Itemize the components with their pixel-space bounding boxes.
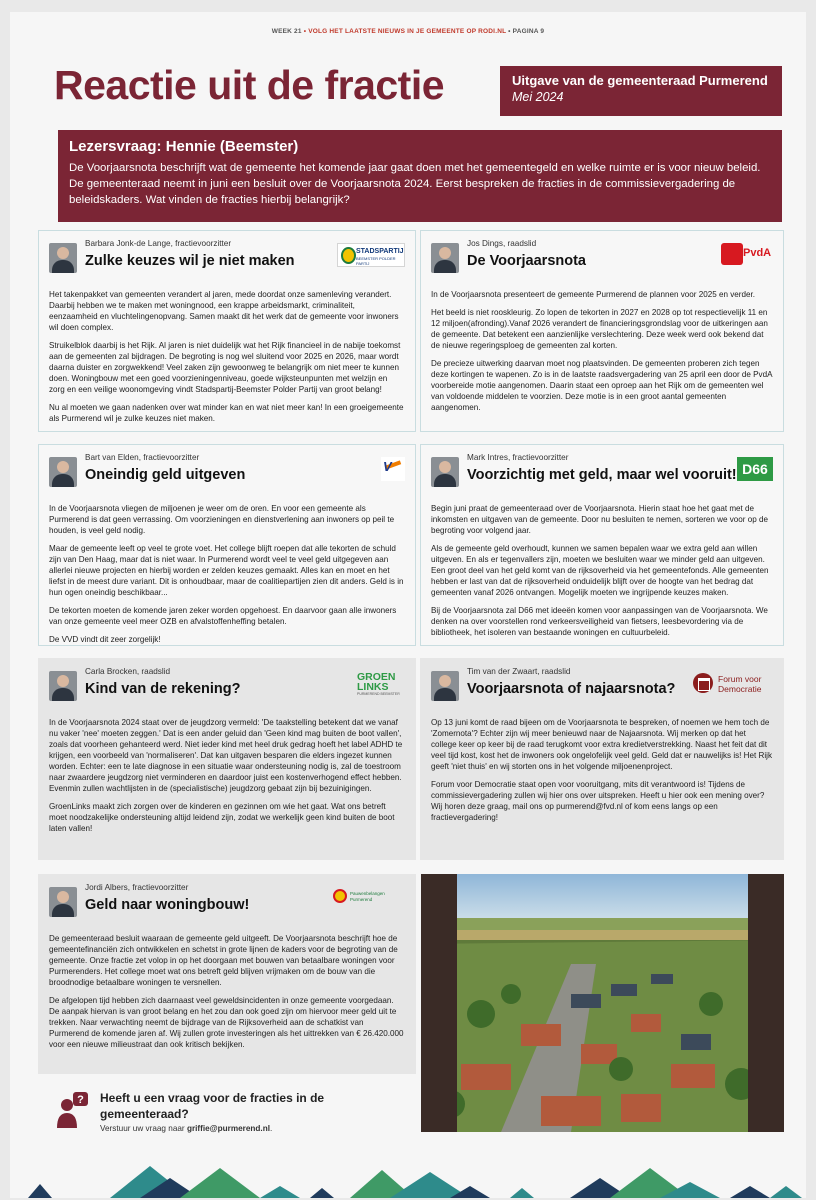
- article-body: Het takenpakket van gemeenten verandert al jaren, mede doordat onze samenleving verandert. Daarbij hebben we te maken met woningnood, een krappe arbeidsmarkt, criminaliteit, eenzaamheid en vluchtelingenopvang. Samen maakt dit het werk dat de gemeente voor inwoners wil doen complex. Struikelblok daarbij is het Rijk. Al jaren is niet duidelijk wat het Rijk financieel in de nabije toekomst aan de gemeenten zal bijdragen. De begroting is nog wel sluitend voor 2025 en 2026, maar wordt daarna duister en zorgwekkend! Veel zaken zijn gewoonweg te belangrijk om niet meer te kunnen doen. Woningbouw met een goed voorzieningenniveau, goede wijksteunpunten met welzijn en zorg en een veilige woonomgeving vindt Stadspartij-Beemster Polder Partij van groot belang! Nu al moeten we gaan nadenken over wat minder kan en wat niet meer kan! In een groeigemeente als Purmerend wil je zulke keuzes niet maken.: [49, 290, 404, 423]
- author-name: Mark Intres, fractievoorzitter: [467, 453, 569, 462]
- author-name: Tim van der Zwaart, raadslid: [467, 667, 571, 676]
- reader-question-heading: Lezersvraag: Hennie (Beemster): [69, 138, 299, 155]
- article-title: Geld naar woningbouw!: [85, 897, 250, 913]
- page-title: Reactie uit de fractie: [54, 62, 445, 108]
- publisher-box: [500, 66, 782, 116]
- article-body: De gemeenteraad besluit waaraan de gemeente geld uitgeeft. De Voorjaarsnota beschrijft hoe de gemeentefinanciën zich ontwikkelen en schetst in grote lijnen de kaders voor de begroting van de gemeente. Onze fractie zet volop in op het doorgaan met bouwen van betaalbare woningen voor Purmerenders. Het college moet wat ons betreft geld blijven vrijmaken om de bouw van die broodnodige betaalbare woningen te versnellen. De afgelopen tijd hebben zich daarnaast veel geweldsincidenten in onze gemeente voorgedaan. De aanpak hiervan is van groot belang en het zou dan ook goed zijn om hiervoor meer geld uit te trekken. Naar verwachting neemt de bijdrage van de Rijksoverheid aan de schatkist van Purmerend de komende jaren af. Wij zullen grote investeringen als het uittrekken van € 26.420.000 voor een nieuwe milieustraat dan ook kritisch bekijken.: [49, 934, 404, 1049]
- article-card-stadspartij: [38, 230, 416, 432]
- svg-text:?: ?: [77, 1094, 84, 1106]
- groenlinks-logo: GROEN LINKS PURMEREND BEEMSTER: [357, 671, 400, 696]
- footer-decoration: [10, 1138, 806, 1198]
- article-card-groenlinks: [38, 658, 416, 860]
- reader-question-box: [58, 130, 782, 222]
- question-person-icon: [56, 1092, 88, 1128]
- author-photo: [431, 457, 459, 487]
- week-label: WEEK 21: [271, 28, 302, 35]
- pvda-logo: PvdA: [721, 243, 773, 267]
- article-title: Voorzichtig met geld, maar wel vooruit!: [467, 467, 737, 483]
- article-card-fvd: [420, 658, 784, 860]
- author-photo: [49, 243, 77, 273]
- article-title: Voorjaarsnota of najaarsnota?: [467, 681, 676, 697]
- author-name: Carla Brocken, raadslid: [85, 667, 171, 676]
- article-card-pvda: [420, 230, 784, 432]
- page: [10, 12, 806, 1198]
- question-heading: Heeft u een vraag voor de fracties in de gemeenteraad?: [100, 1091, 325, 1121]
- author-name: Bart van Elden, fractievoorzitter: [85, 453, 200, 462]
- d66-logo: D66: [737, 457, 773, 481]
- running-header: WEEK 21 • VOLG HET LAATSTE NIEUWS IN JE GEMEENTE OP RODI.NL • PAGINA 9: [271, 28, 545, 35]
- author-name: Barbara Jonk-de Lange, fractievoorzitter: [85, 239, 232, 248]
- article-card-vvd: [38, 444, 416, 646]
- question-prompt: [56, 1090, 356, 1140]
- article-body: In de Voorjaarsnota 2024 staat over de jeugdzorg vermeld: 'De taakstelling betekent dat we vanaf nu vaker 'nee' moeten zeggen.' Dat is een ander geluid dan 'Geen kind mag buiten de boot vallen', zoals dat voorheen gehanteerd werd. Niet ieder kind met heel druk gedrag hoeft het label ADHD te krijgen, een voorbeeld van 'normaliseren'. Dat kan uitgaven besparen die elders ingezet kunnen worden. Echter: een te late diagnose in een situatie waar ondersteuning nodig is, zal de toestroom naar zwaardere jeugdzorg niet verminderen en daardoor juist een kostenverhogend effect hebben. Evenmin zullen wachtlijsten in de (specialistische) jeugdzorg gebaat zijn bij bezuinigingen. GroenLinks maakt zich zorgen over de kinderen en gezinnen om wie het gaat. Wat ons betreft moet noodzakelijke ondersteuning altijd leidend zijn, zodat we werkelijk geen kind buiten de boot laten vallen!: [49, 718, 403, 833]
- question-instructions: Verstuur uw vraag naar griffie@purmerend.nl.: [100, 1124, 273, 1133]
- fvd-logo: Forum voor Democratie: [693, 671, 773, 697]
- stadspartij-logo: STADSPARTIJ BEEMSTER POLDER PARTIJ: [337, 243, 405, 267]
- follow-link[interactable]: VOLG HET LAATSTE NIEUWS IN JE GEMEENTE OP RODI.NL: [308, 28, 507, 35]
- article-card-pauwenbelangen: [38, 874, 416, 1074]
- party-logo: Pauwenbelangen Purmerend: [333, 887, 405, 907]
- article-title: De Voorjaarsnota: [467, 253, 586, 269]
- author-photo: [431, 243, 459, 273]
- article-body: Op 13 juni komt de raad bijeen om de Voorjaarsnota te bespreken, of noemen we hem toch de 'Zomernota'? Echter zijn wij meer benieuwd naar de Najaarsnota. Wij merken op dat het college keer op keer bij de raad terugkomt voor extra kredietverstrekking. Naast het feit dat dit veel tijd kost, kost het de inwoners ook ongelofelijk veel geld. Geld dat er nauwelijks is! Het Rijk geeft 'niet thuis' en wij storten ons in het volgende miljoenenproject. Forum voor Democratie staat open voor vooruitgang, mits dit verantwoord is! Tijdens de commissievergadering zullen wij hier ons over uitspreken. Heeft u hier ook een mening over? Wij horen deze graag, mail ons op purmerend@fvd.nl of kom eens langs op een fractievergadering!: [431, 718, 773, 822]
- article-body: In de Voorjaarsnota vliegen de miljoenen je weer om de oren. En voor een gemeente als Purmerend is dat geen verrassing. Om voorzieningen en dienstverlening aan inwoners op peil te houden, is veel geld nodig. Maar de gemeente leeft op veel te grote voet. Het college blijft roepen dat alle tekorten de schuld zijn van Den Haag, maar dat is niet waar. In Purmerend wordt veel te veel geld uitgegeven aan allerlei nieuwe projecten en hierbij worden er zelden keuzes gemaakt. Alles kan en moet en het liefst in de meest dure variant. Dit is onhoudbaar, maar de coalitiepartijen zien dit anders. Geld is in hun ogen oneindig beschikbaar... De tekorten moeten de komende jaren zeker worden opgehoest. En daarvoor gaan alle inwoners van onze gemeente veel meer OZB en afvalstoffenheffing betalen. De VVD vindt dit zeer zorgelijk!: [49, 504, 404, 644]
- author-name: Jos Dings, raadslid: [467, 239, 537, 248]
- article-card-d66: [420, 444, 784, 646]
- author-photo: [49, 887, 77, 917]
- reader-question-text: De Voorjaarsnota beschrijft wat de gemeente het komende jaar gaat doen met het gemeentegeld en welke ruimte er is voor nieuw beleid. De gemeenteraad neemt in juni een besluit over de Voorjaarsnota 2024. Eerst bespreken de fracties in de commissievergadering de beleidskaders. Wat vinden de fracties hierbij belangrijk?: [69, 162, 761, 206]
- article-title: Oneindig geld uitgeven: [85, 467, 246, 483]
- publication-date: Mei 2024: [512, 90, 564, 104]
- author-photo: [49, 457, 77, 487]
- article-body: In de Voorjaarsnota presenteert de gemeente Purmerend de plannen voor 2025 en verder. Het beeld is niet rooskleurig. Zo lopen de tekorten in 2027 en 2028 op tot respectievelijk 11 en 12 miljoen(afronding).Vanaf 2026 verandert de financieringsgrondslag voor de uitkeringen aan de gemeente. Dat betekent een aanzienlijke verslechtering. Deze week werd ook bekend dat de nieuwe regeringsploeg de gemeenten zal korten. De precieze uitwerking daarvan moet nog plaatsvinden. De gemeenten proberen zich tegen deze kortingen te wapenen. Zo is in de laatste raadsvergadering van 25 april een door de PvdA voorbereide motie aangenomen. Daarin staat een oproep aan het Rijk om de gemeenten wel van voldoende middelen te voorzien. Deze motie is in een groot aantal gemeenten aangenomen.: [431, 290, 773, 412]
- page-number: PAGINA 9: [512, 28, 545, 35]
- author-photo: [431, 671, 459, 701]
- author-photo: [49, 671, 77, 701]
- publisher-name: Uitgave van de gemeenteraad Purmerend: [512, 73, 768, 88]
- article-title: Zulke keuzes wil je niet maken: [85, 253, 295, 269]
- griffie-email-link[interactable]: griffie@purmerend.nl: [186, 1124, 270, 1133]
- author-name: Jordi Albers, fractievoorzitter: [85, 883, 189, 892]
- aerial-town-photo: [421, 874, 784, 1132]
- vvd-logo: V: [381, 457, 405, 481]
- article-body: Begin juni praat de gemeenteraad over de Voorjaarsnota. Hierin staat hoe het gaat met de inkomsten en uitgaven van de gemeente. Door nu besluiten te nemen, sorteren we voor op de begroting voor volgend jaar. Als de gemeente geld overhoudt, kunnen we samen bepalen waar we extra geld aan willen uitgeven. En als er tegenvallers zijn, moeten we besluiten waar we minder geld aan uitgeven. Een groot deel van het geld komt van de rijksoverheid via het gemeentefonds. Alle gemeenten hebben er last van dat de rijksoverheid onduidelijk blijft over de hoogte van het bedrag dat gemeenten vanaf 2026 ontvangen. Mogelijk moeten we ingrijpende keuzes maken. Bij de Voorjaarsnota zal D66 met ideeën komen voor aanpassingen van de Voorjaarsnota. We denken na over voorstellen rond verkeersveiligheid van fietsers, leesbevordering via de bibliotheek, het isoleren van bestaande woningen en cultuurbeleid.: [431, 504, 769, 637]
- article-title: Kind van de rekening?: [85, 681, 241, 697]
